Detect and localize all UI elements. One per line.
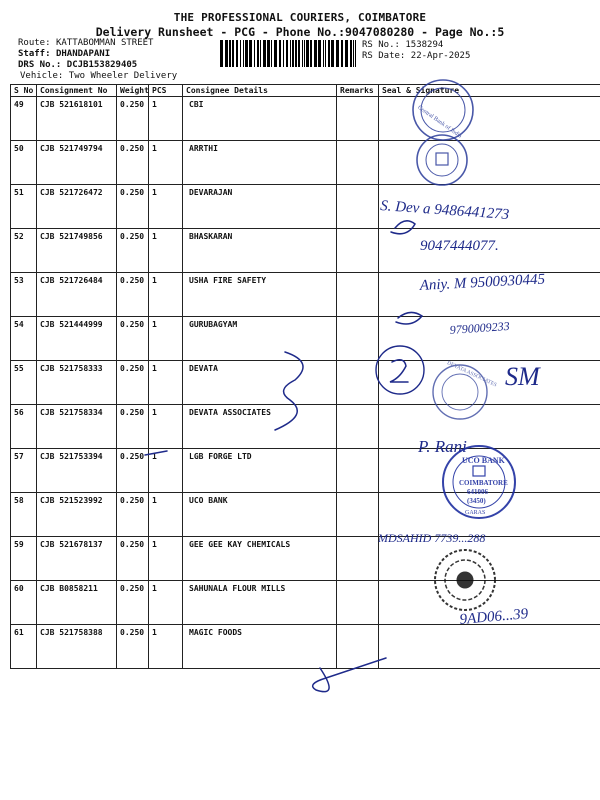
cell-consignee: GEE GEE KAY CHEMICALS: [183, 537, 337, 581]
table-row: [11, 581, 600, 625]
table-row: [11, 185, 600, 229]
cell-weight: 0.250: [117, 537, 149, 581]
cell-sno: 58: [11, 493, 37, 537]
signature-row53: Aniy. M 9500930445: [419, 271, 546, 294]
rs-no-label: RS No.:: [362, 40, 400, 50]
barcode-bar: [302, 40, 303, 67]
barcode-bar: [240, 40, 241, 67]
cell-consignment: CJB 521758333: [37, 361, 117, 405]
cell-seal-signature: [379, 405, 600, 449]
signature-row59: MDSAHID 7739...288: [378, 531, 486, 545]
uco-stamp-city: COIMBATORE: [459, 479, 508, 487]
cell-sno: 61: [11, 625, 37, 669]
barcode-bar: [225, 40, 228, 67]
cell-sno: 60: [11, 581, 37, 625]
cell-pcs: 1: [149, 537, 183, 581]
cell-consignee: USHA FIRE SAFETY: [183, 273, 337, 317]
cell-weight: 0.250: [117, 273, 149, 317]
cell-sno: 57: [11, 449, 37, 493]
central-bank-stamp-text: Central Bank of India: [416, 104, 463, 140]
cell-weight: 0.250: [117, 449, 149, 493]
cell-pcs: 1: [149, 493, 183, 537]
staff-label: Staff:: [18, 49, 51, 59]
cell-weight: 0.250: [117, 185, 149, 229]
cell-consignment: CJB 521758388: [37, 625, 117, 669]
cell-sno: 55: [11, 361, 37, 405]
cell-remarks: [337, 141, 379, 185]
uco-stamp-bottom: GARAS: [465, 510, 486, 516]
drs-line: [18, 60, 137, 70]
barcode-bar: [325, 40, 326, 67]
cell-weight: 0.250: [117, 493, 149, 537]
cell-weight: 0.250: [117, 361, 149, 405]
signature-row61: 9AD06...39: [458, 606, 529, 628]
barcode-bar: [314, 40, 317, 67]
table-row: [11, 97, 600, 141]
staff-line: [18, 49, 110, 59]
cell-remarks: [337, 625, 379, 669]
barcode-bar: [336, 40, 339, 67]
cell-remarks: [337, 229, 379, 273]
barcode-bar: [283, 40, 284, 67]
cell-remarks: [337, 185, 379, 229]
rs-no-value: 1538294: [405, 40, 444, 50]
signature-row52: 9047444077.: [420, 238, 499, 254]
runsheet-subtitle: Delivery Runsheet - PCG - Phone No.:9047080280 - Page No.:5: [95, 25, 505, 39]
table-row: [11, 449, 600, 493]
barcode-bar: [267, 40, 270, 67]
cell-seal-signature: [379, 537, 600, 581]
cell-seal-signature: [379, 273, 600, 317]
cell-weight: 0.250: [117, 97, 149, 141]
signature-row51: S. Dev a 9486441273: [379, 198, 510, 223]
table-row: [11, 493, 600, 537]
table-row: [11, 405, 600, 449]
cell-weight: 0.250: [117, 229, 149, 273]
cell-seal-signature: [379, 317, 600, 361]
barcode-image: [220, 40, 356, 67]
staff-value: DHANDAPANI: [55, 49, 111, 59]
cell-consignee: GURUBAGYAM: [183, 317, 337, 361]
col-pcs: PCS: [149, 85, 183, 97]
barcode-bar: [345, 40, 348, 67]
cell-seal-signature: [379, 493, 600, 537]
cell-consignment: CJB 521618101: [37, 97, 117, 141]
table-row: [11, 361, 600, 405]
rs-date-label: RS Date:: [362, 51, 406, 61]
barcode-bar: [292, 40, 294, 67]
barcode-bar: [260, 40, 261, 67]
col-remarks: Remarks: [337, 85, 379, 97]
barcode-bar: [229, 40, 231, 67]
runsheet-table: [10, 84, 600, 669]
table-row: [11, 229, 600, 273]
cell-seal-signature: [379, 229, 600, 273]
barcode-bar: [279, 40, 281, 67]
table-row: [11, 537, 600, 581]
cell-consignee: DEVARAJAN: [183, 185, 337, 229]
cell-seal-signature: [379, 449, 600, 493]
col-weight: Weight: [117, 85, 149, 97]
cell-pcs: 1: [149, 141, 183, 185]
cell-remarks: [337, 405, 379, 449]
signature-row57: P. Rani: [418, 437, 467, 456]
cell-consignee: MAGIC FOODS: [183, 625, 337, 669]
company-title: THE PROFESSIONAL COURIERS, COIMBATORE: [173, 11, 427, 24]
cell-seal-signature: [379, 581, 600, 625]
barcode-bar: [243, 40, 244, 67]
table-header-row: [11, 85, 600, 97]
col-seal-signature: Seal & Signature: [379, 85, 600, 97]
barcode-bar: [245, 40, 248, 67]
cell-consignment: CJB 521749856: [37, 229, 117, 273]
cell-remarks: [337, 537, 379, 581]
barcode-bar: [355, 40, 356, 67]
cell-consignment: CJB 521726472: [37, 185, 117, 229]
barcode-bar: [236, 40, 238, 67]
cell-consignee: ARRTHI: [183, 141, 337, 185]
barcode-bar: [306, 40, 309, 67]
barcode-bar: [263, 40, 266, 67]
barcode-bar: [295, 40, 297, 67]
cell-remarks: [337, 581, 379, 625]
cell-remarks: [337, 317, 379, 361]
cell-sno: 51: [11, 185, 37, 229]
cell-seal-signature: [379, 625, 600, 669]
col-consignee: Consignee Details: [183, 85, 337, 97]
devata-stamp-text: DEVATA ASSOCIATES: [445, 360, 498, 389]
cell-remarks: [337, 361, 379, 405]
cell-seal-signature: [379, 97, 600, 141]
barcode-bar: [274, 40, 277, 67]
cell-consignee: LGB FORGE LTD: [183, 449, 337, 493]
vehicle-label: Vehicle:: [20, 71, 64, 81]
uco-stamp-top: UCO BANK: [462, 456, 505, 465]
cell-pcs: 1: [149, 405, 183, 449]
cell-pcs: 1: [149, 185, 183, 229]
cell-weight: 0.250: [117, 405, 149, 449]
barcode-bar: [232, 40, 234, 67]
cell-seal-signature: [379, 185, 600, 229]
cell-consignment: CJB 521726484: [37, 273, 117, 317]
cell-pcs: 1: [149, 581, 183, 625]
cell-consignment: CJB 521444999: [37, 317, 117, 361]
barcode-bar: [298, 40, 300, 67]
barcode-bar: [304, 40, 305, 67]
table-row: [11, 273, 600, 317]
barcode-bar: [310, 40, 312, 67]
cell-consignee: BHASKARAN: [183, 229, 337, 273]
table-row: [11, 625, 600, 669]
cell-weight: 0.250: [117, 581, 149, 625]
vehicle-line: [20, 71, 177, 81]
cell-remarks: [337, 97, 379, 141]
cell-pcs: 1: [149, 317, 183, 361]
cell-consignment: CJB 521749794: [37, 141, 117, 185]
barcode-bar: [220, 40, 223, 67]
cell-sno: 53: [11, 273, 37, 317]
cell-weight: 0.250: [117, 625, 149, 669]
barcode-bar: [249, 40, 252, 67]
barcode-bar: [341, 40, 343, 67]
vehicle-value: Two Wheeler Delivery: [68, 71, 178, 81]
barcode-bar: [271, 40, 272, 67]
cell-sno: 54: [11, 317, 37, 361]
barcode-bar: [318, 40, 321, 67]
cell-sno: 56: [11, 405, 37, 449]
table-row: [11, 317, 600, 361]
barcode-bar: [323, 40, 324, 67]
cell-sno: 59: [11, 537, 37, 581]
route-value: KATTABOMMAN STREET: [55, 38, 154, 48]
barcode-bar: [353, 40, 354, 67]
cell-pcs: 1: [149, 625, 183, 669]
cell-pcs: 1: [149, 361, 183, 405]
signature-row56: SM: [505, 362, 540, 391]
cell-consignment: CJB B0858211: [37, 581, 117, 625]
drs-label: DRS No.:: [18, 60, 62, 70]
cell-consignment: CJB 521758334: [37, 405, 117, 449]
uco-stamp-code: (3450): [467, 497, 486, 505]
barcode-bar: [257, 40, 259, 67]
barcode-bar: [328, 40, 330, 67]
cell-consignment: CJB 521523992: [37, 493, 117, 537]
cell-pcs: 1: [149, 273, 183, 317]
cell-weight: 0.250: [117, 141, 149, 185]
cell-remarks: [337, 493, 379, 537]
cell-pcs: 1: [149, 97, 183, 141]
cell-remarks: [337, 449, 379, 493]
cell-sno: 49: [11, 97, 37, 141]
cell-pcs: 1: [149, 449, 183, 493]
barcode-bar: [286, 40, 288, 67]
rs-date-line: [362, 51, 470, 61]
cell-seal-signature: [379, 361, 600, 405]
rs-no-line: [362, 40, 443, 50]
drs-value: DCJB153829405: [66, 60, 138, 70]
cell-pcs: 1: [149, 229, 183, 273]
barcode-bar: [331, 40, 334, 67]
cell-consignee: DEVATA ASSOCIATES: [183, 405, 337, 449]
cell-consignment: CJB 521753394: [37, 449, 117, 493]
cell-consignee: CBI: [183, 97, 337, 141]
cell-sno: 50: [11, 141, 37, 185]
cell-consignment: CJB 521678137: [37, 537, 117, 581]
barcode-bar: [254, 40, 255, 67]
cell-weight: 0.250: [117, 317, 149, 361]
table-row: [11, 141, 600, 185]
uco-stamp-pin: 641006: [467, 488, 488, 496]
cell-sno: 52: [11, 229, 37, 273]
route-line: [18, 38, 153, 48]
route-label: Route:: [18, 38, 51, 48]
cell-seal-signature: [379, 141, 600, 185]
signature-row54: 9790009233: [449, 318, 511, 337]
cell-remarks: [337, 273, 379, 317]
cell-consignee: UCO BANK: [183, 493, 337, 537]
col-consignment: Consignment No: [37, 85, 117, 97]
cell-consignee: DEVATA: [183, 361, 337, 405]
cell-consignee: SAHUNALA FLOUR MILLS: [183, 581, 337, 625]
col-sno: S No: [11, 85, 37, 97]
barcode-bar: [350, 40, 352, 67]
rs-date-value: 22-Apr-2025: [410, 51, 471, 61]
barcode-bar: [290, 40, 291, 67]
